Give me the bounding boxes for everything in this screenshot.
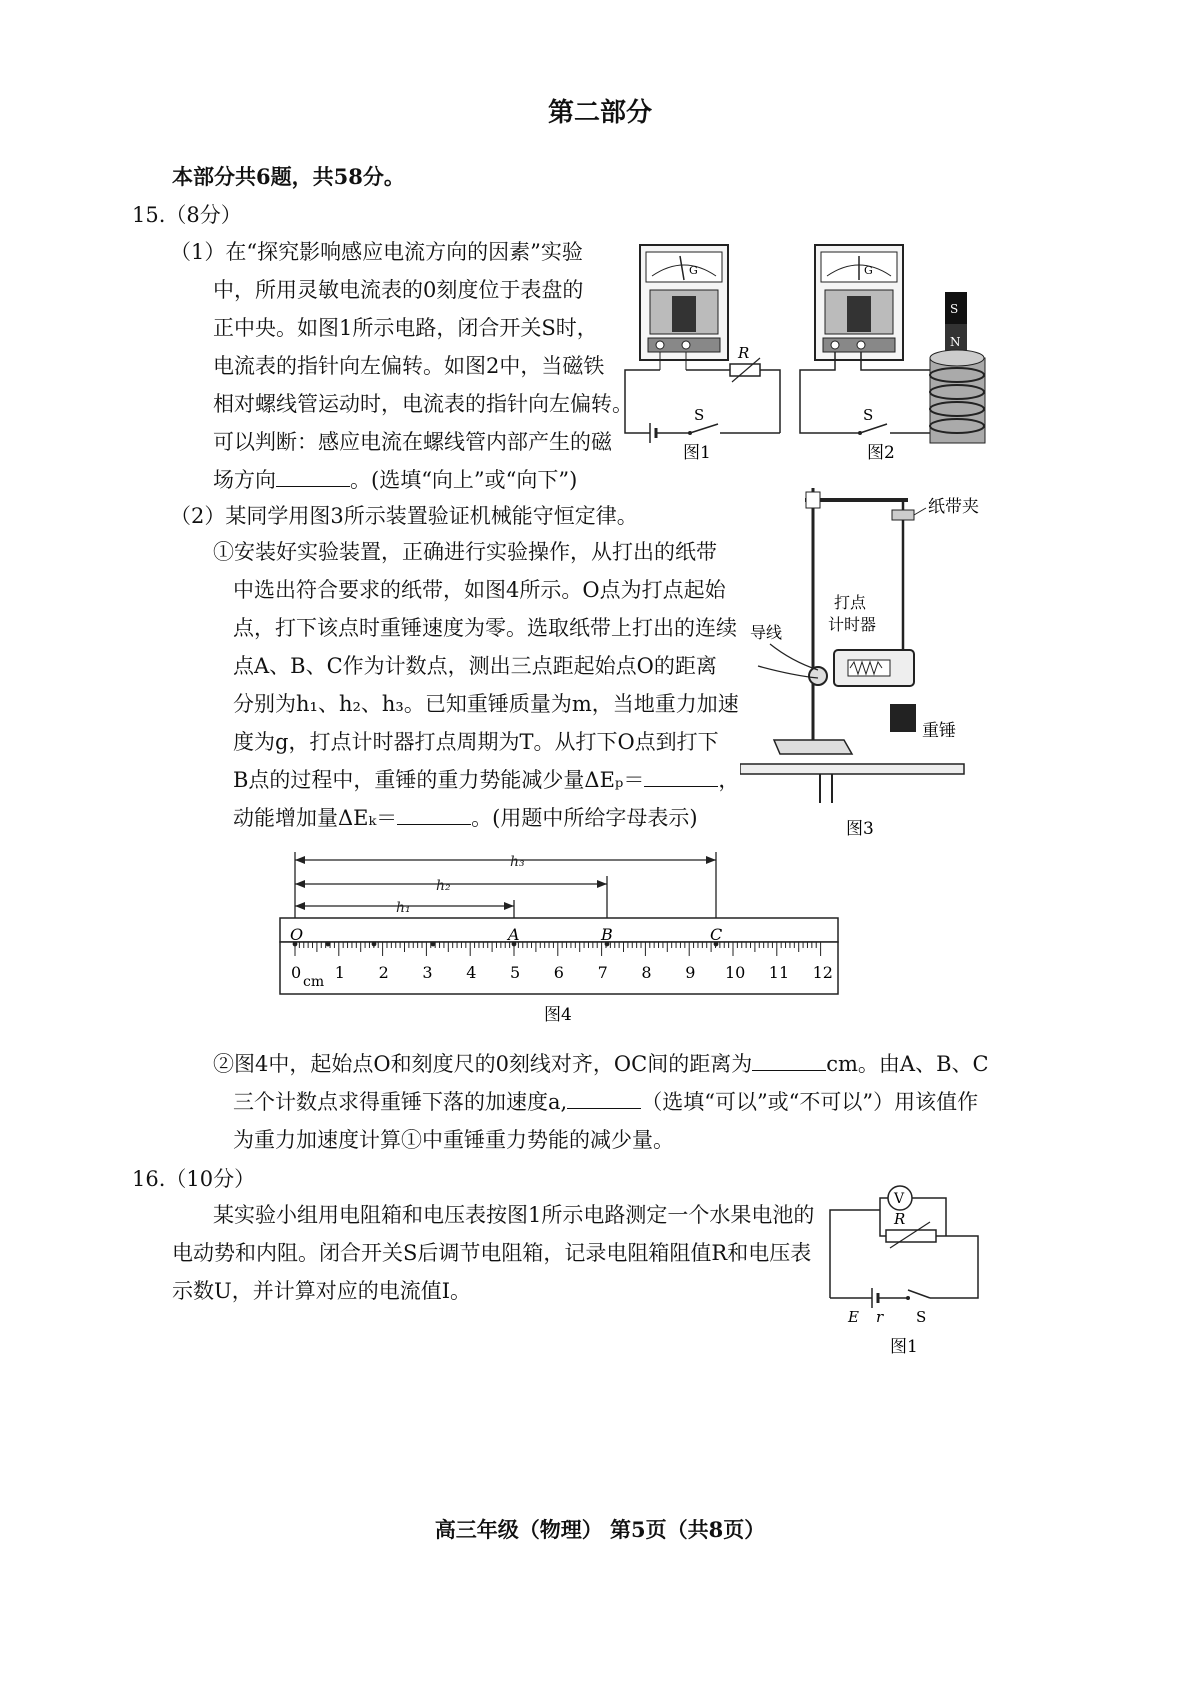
text: （选填“可以”或“不可以”）用该值作 (641, 1090, 979, 1114)
q15-p2-line: 度为g，打点计时器打点周期为T。从打下O点到打下 (233, 730, 719, 754)
figure-q16-caption: 图1 (890, 1337, 918, 1357)
resistor-label: R (738, 344, 750, 362)
resistance-box (886, 1230, 936, 1242)
pole-s-label: S (950, 302, 959, 316)
q15-ek-line (233, 799, 698, 837)
meter-label: G (689, 264, 698, 277)
switch (908, 1290, 930, 1298)
ruler-label: 10 (725, 963, 746, 982)
q16-line: 电动势和内阻。闭合开关S后调节电阻箱，记录电阻箱阻值R和电压表 (172, 1241, 812, 1265)
q15-header: 15.（8分） (132, 203, 242, 227)
terminal-plus (656, 341, 664, 349)
figure-4 (270, 840, 850, 1030)
switch-label: S (916, 1308, 927, 1326)
h1-label: h₁ (396, 900, 411, 916)
q15-p2-line: 分别为h₁、h₂、h₃。已知重锤质量为m，当地重力加速 (233, 692, 739, 716)
page-footer: 高三年级（物理） 第5页（共8页） (434, 1517, 766, 1542)
meter-label: G (864, 264, 873, 277)
unit-label: cm (303, 974, 325, 990)
q15-p2-line: ①安装好实验装置，正确进行实验操作，从打出的纸带 (213, 540, 717, 564)
h2-label: h₂ (436, 878, 451, 894)
section-title: 第二部分 (547, 98, 652, 128)
tape-dot (326, 942, 331, 947)
rheostat (730, 364, 760, 376)
tape-dot (372, 942, 377, 947)
figure-4-caption: 图4 (544, 1005, 572, 1025)
point-label: B (601, 925, 613, 944)
terminal-minus (682, 341, 690, 349)
q15-p2-intro: （2）某同学用图3所示装置验证机械能守恒定律。 (170, 504, 638, 528)
q15-p2-2-line: 为重力加速度计算①中重锤重力势能的减少量。 (233, 1128, 674, 1152)
timer-label-2: 计时器 (828, 615, 877, 634)
text: ②图4中，起始点O和刻度尺的0刻线对齐，OC间的距离为 (213, 1052, 753, 1076)
answer-blank[interactable] (567, 1086, 641, 1109)
text: 三个计数点求得重锤下落的加速度a, (233, 1090, 568, 1114)
timer-label-1: 打点 (834, 593, 867, 612)
resistor-label: R (894, 1210, 906, 1228)
q16-header: 16.（10分） (132, 1167, 256, 1191)
figure-3 (740, 478, 1000, 843)
switch (860, 424, 887, 433)
switch-label: S (694, 406, 705, 424)
point-label: C (710, 925, 723, 944)
ruler-label: 3 (422, 963, 433, 982)
figure-3-caption: 图3 (846, 819, 874, 839)
answer-blank[interactable] (644, 764, 718, 787)
ruler-label: 6 (553, 963, 564, 982)
q15-p2-2-line (233, 1083, 978, 1121)
table (740, 764, 964, 774)
ruler-label: 2 (378, 963, 389, 982)
paper-tape (280, 918, 838, 942)
ruler-label: 12 (812, 963, 833, 982)
q15-p2-2-line (213, 1045, 989, 1083)
point-label: A (508, 925, 520, 944)
weight (890, 704, 916, 732)
q15-p1-line: （1）在“探究影响感应电流方向的因素”实验 (170, 240, 583, 264)
q15-p1-last (213, 461, 577, 499)
figure-q16 (820, 1180, 990, 1360)
text: 。(用题中所给字母表示) (471, 806, 698, 830)
clip-label: 纸带夹 (928, 497, 979, 517)
section-intro: 本部分共6题，共58分。 (172, 164, 405, 189)
weight-label: 重锤 (922, 721, 956, 741)
figure-2-caption: 图2 (867, 443, 895, 463)
base (774, 740, 852, 754)
text: 。(选填“向上”或“向下”) (350, 468, 578, 492)
q16-line: 某实验小组用电阻箱和电压表按图1所示电路测定一个水果电池的 (213, 1203, 815, 1227)
ruler-label: 0 (291, 963, 302, 982)
tape-clip (892, 510, 914, 520)
q15-p1-line: 相对螺线管运动时，电流表的指针向左偏转。 (213, 392, 633, 416)
q15-p1-line: 可以判断：感应电流在螺线管内部产生的磁 (213, 430, 612, 454)
q15-p1-line: 电流表的指针向左偏转。如图2中，当磁铁 (213, 354, 605, 378)
ruler-label: 4 (466, 963, 477, 982)
figure-1-caption: 图1 (683, 443, 711, 463)
text: 动能增加量ΔEₖ＝ (233, 806, 398, 830)
voltmeter-label: V (894, 1191, 905, 1207)
q15-p1-line: 正中央。如图1所示电路，闭合开关S时， (213, 316, 598, 340)
ruler-label: 9 (685, 963, 696, 982)
q15-p2-line: 中选出符合要求的纸带，如图4所示。O点为打点起始 (233, 578, 726, 602)
answer-blank[interactable] (752, 1048, 826, 1071)
text: B点的过程中，重锤的重力势能减少量ΔEₚ＝ (233, 768, 645, 792)
switch (690, 424, 718, 433)
internal-label: r (876, 1308, 884, 1326)
ruler-label: 5 (510, 963, 521, 982)
point-label: O (290, 925, 304, 944)
answer-blank[interactable] (397, 802, 471, 825)
switch-label: S (863, 406, 874, 424)
emf-label: E (848, 1308, 859, 1326)
wire-label: 导线 (750, 623, 783, 642)
q15-p2-line: 点，打下该点时重锤速度为零。选取纸带上打出的连续 (233, 616, 737, 640)
pole-n-label: N (950, 335, 961, 349)
ruler-label: 8 (641, 963, 652, 982)
text: ， (718, 768, 740, 792)
h3-label: h₃ (510, 854, 525, 870)
ruler-label: 11 (768, 963, 790, 982)
answer-blank[interactable] (276, 464, 350, 487)
ruler-label: 1 (334, 963, 345, 982)
ruler-label: 7 (597, 963, 608, 982)
q15-p1-line: 中，所用灵敏电流表的0刻度位于表盘的 (213, 278, 584, 302)
q15-p2-line: 点A、B、C作为计数点，测出三点距起始点O的距离 (233, 654, 717, 678)
q15-ep-line (233, 761, 739, 799)
tape-dot (431, 942, 436, 947)
text: 场方向 (213, 468, 276, 492)
figure-2 (795, 240, 995, 465)
q16-line: 示数U，并计算对应的电流值I。 (172, 1279, 471, 1303)
text: cm。由A、B、C (826, 1052, 989, 1076)
figure-1 (620, 240, 790, 465)
